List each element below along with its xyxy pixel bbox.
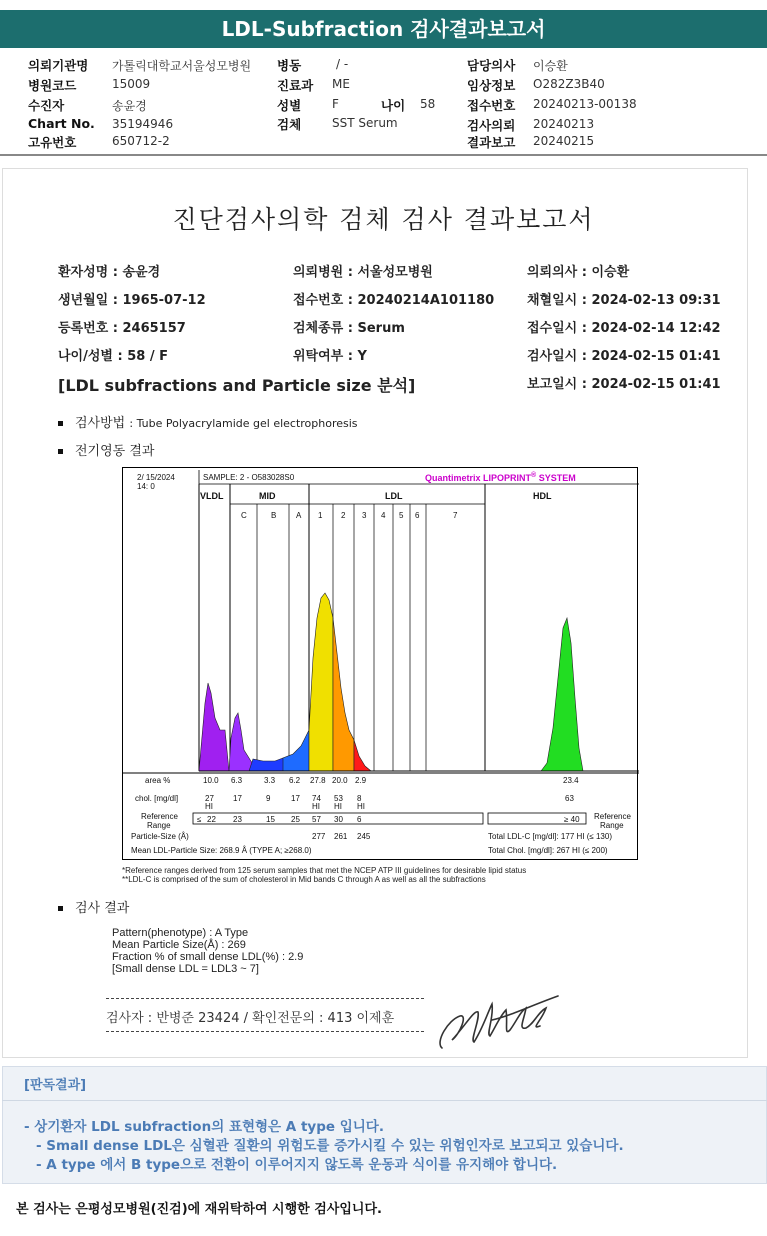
row-ref-right-2: Range (600, 821, 624, 830)
ref-value: 30 (334, 815, 343, 824)
value-specimen: SST Serum (332, 116, 398, 130)
label-clinical-info: 임상정보 (467, 78, 516, 93)
label-request-date: 검사의뢰 (467, 118, 516, 133)
chol-value: 8 (357, 794, 362, 803)
label-chart-no: Chart No. (28, 116, 95, 131)
chart-footnote-2: **LDL-C is comprised of the sum of cholesterol in Mid bands C through A as well as all the subfractions (122, 875, 486, 884)
band-label-3: 3 (362, 511, 367, 520)
value-receipt-no: 20240213-00138 (533, 97, 637, 111)
label-receipt-no: 접수번호 (467, 98, 516, 113)
area-value: 3.3 (264, 776, 276, 785)
band-label-4: 4 (381, 511, 386, 520)
chol-value: 17 (233, 794, 242, 803)
particle-size-value: 245 (357, 832, 371, 841)
row-area-label: area % (145, 776, 171, 785)
info-test-time: 검사일시 : 2024-02-15 01:41 (527, 349, 721, 364)
label-hospital-code: 병원코드 (28, 78, 77, 93)
report-header (0, 52, 767, 152)
value-unique-no: 650712-2 (112, 134, 170, 148)
label-department: 진료과 (277, 78, 314, 93)
chol-value: 74 (312, 794, 321, 803)
report-title: LDL-Subfraction 검사결과보고서 (0, 10, 767, 48)
label-sex: 성별 (277, 98, 302, 113)
verdict-divider (2, 1100, 767, 1101)
chol-value: 17 (291, 794, 300, 803)
bullet-icon (58, 906, 63, 911)
hi-flag: HI (312, 802, 320, 811)
ref-value: 22 (207, 815, 216, 824)
area-value: 10.0 (203, 776, 219, 785)
chart-time: 14: 0 (137, 482, 155, 491)
area-value: 27.8 (310, 776, 326, 785)
band-label-1: 1 (318, 511, 323, 520)
row-ref-label-2: Range (147, 821, 171, 830)
result-small-dense-definition: [Small dense LDL = LDL3 ~ 7] (112, 963, 259, 975)
value-chart-no: 35194946 (112, 117, 174, 131)
info-report-time: 보고일시 : 2024-02-15 01:41 (527, 377, 721, 392)
chol-value: 63 (565, 794, 574, 803)
area-value: 20.0 (332, 776, 348, 785)
ref-le-sign: ≤ (197, 815, 202, 824)
vldl-peak (199, 683, 229, 771)
row-ps-label: Particle-Size (Å) (131, 832, 189, 841)
verdict-heading: [판독결과] (24, 1078, 87, 1093)
outsourcing-note: 본 검사는 은평성모병원(진검)에 재위탁하여 시행한 검사입니다. (16, 1202, 382, 1217)
ref-value: 25 (291, 815, 300, 824)
group-mid-label: MID (259, 491, 276, 501)
value-report-date: 20240215 (533, 134, 595, 148)
value-department: ME (332, 77, 350, 91)
signature-divider-bottom (106, 1031, 424, 1032)
row-ref-right-1: Reference (594, 812, 631, 821)
chart-sample: SAMPLE: 2 - O583028S0 (203, 473, 295, 482)
ref-value: 15 (266, 815, 275, 824)
info-patient-name: 환자성명 : 송윤경 (58, 265, 161, 280)
result-mean-size: Mean Particle Size(Å) : 269 (112, 939, 246, 951)
label-patient: 수진자 (28, 98, 65, 113)
lipoprint-chart-svg (123, 468, 639, 861)
signer-line: 검사자 : 반병준 23424 / 확인전문의 : 413 이제훈 (106, 1011, 395, 1026)
lipoprint-chart (122, 467, 638, 860)
ref-value: 57 (312, 815, 321, 824)
area-value: 6.3 (231, 776, 243, 785)
row-ref-label-1: Reference (141, 812, 178, 821)
area-value: 2.9 (355, 776, 367, 785)
method-value: : Tube Polyacrylamide gel electrophoresis (129, 417, 358, 430)
verdict-line-2: - Small dense LDL은 심혈관 질환의 위험도를 증가시킬 수 있는 위험인자로 보고되고 있습니다. (36, 1138, 624, 1154)
band-label-B: B (271, 511, 277, 520)
particle-size-value: 261 (334, 832, 348, 841)
value-patient: 송윤경 (112, 99, 147, 113)
label-specimen: 검체 (277, 117, 302, 132)
area-value: 6.2 (289, 776, 301, 785)
document-title: 진단검사의학 검체 검사 결과보고서 (172, 205, 595, 234)
chol-value: 27 (205, 794, 214, 803)
label-age: 나이 (381, 98, 406, 113)
ldl3-peak (354, 740, 371, 771)
hi-flag: HI (334, 802, 342, 811)
verdict-line-3: - A type 에서 B type으로 전환이 이루어지지 않도록 운동과 식이를 유지해야 합니다. (36, 1157, 558, 1173)
band-label-C: C (241, 511, 247, 520)
label-unique-no: 고유번호 (28, 135, 77, 150)
method-line (58, 412, 358, 431)
densitometry-peaks (199, 593, 583, 771)
info-specimen-type: 검체종류 : Serum (293, 321, 405, 336)
ref-value: 6 (357, 815, 362, 824)
label-physician: 담당의사 (467, 58, 516, 73)
analysis-subtitle: [LDL subfractions and Particle size 분석] (58, 376, 416, 395)
ldl2-peak (333, 618, 354, 771)
bullet-icon (58, 449, 63, 454)
hdl-peak (541, 618, 583, 771)
bullet-icon (58, 421, 63, 426)
label-ward: 병동 (277, 58, 302, 73)
value-requesting-org: 가톨릭대학교서울성모병원 (112, 59, 252, 73)
chol-value: 9 (266, 794, 271, 803)
electrophoresis-label: 전기영동 결과 (75, 444, 155, 459)
chol-value: 53 (334, 794, 343, 803)
ldl1-peak (309, 593, 333, 771)
handwritten-signature (430, 990, 565, 1060)
total-ldl-text: Total LDL-C [mg/dl]: 177 HI (≤ 130) (488, 832, 612, 841)
result-heading (58, 897, 129, 916)
band-label-2: 2 (341, 511, 346, 520)
area-value: 23.4 (563, 776, 579, 785)
label-report-date: 결과보고 (467, 135, 516, 150)
total-chol-text: Total Chol. [mg/dl]: 267 HI (≤ 200) (488, 846, 608, 855)
info-receipt-time: 접수일시 : 2024-02-14 12:42 (527, 321, 721, 336)
method-label: 검사방법 (75, 416, 126, 431)
result-pattern: Pattern(phenotype) : A Type (112, 927, 249, 939)
info-collection-time: 채혈일시 : 2024-02-13 09:31 (527, 293, 721, 308)
electrophoresis-heading (58, 440, 154, 459)
band-label-A: A (296, 511, 302, 520)
group-vldl-label: VLDL (200, 491, 224, 501)
chart-system-label (425, 471, 576, 483)
ref-hdl-value: ≥ 40 (564, 815, 580, 824)
result-label: 검사 결과 (75, 901, 130, 916)
value-request-date: 20240213 (533, 117, 595, 131)
band-label-7: 7 (453, 511, 458, 520)
group-hdl-label: HDL (533, 491, 552, 501)
row-chol-label: chol. [mg/dl] (135, 794, 179, 803)
info-requesting-doctor: 의뢰의사 : 이승환 (527, 265, 630, 280)
chart-footnote-1: *Reference ranges derived from 125 serum samples that met the NCEP ATP III guidelines for desirable lipid status (122, 866, 527, 875)
chart-system-tail: SYSTEM (536, 473, 576, 483)
info-registration-no: 등록번호 : 2465157 (58, 321, 186, 336)
header-divider (0, 154, 767, 156)
value-clinical-info: O282Z3B40 (533, 77, 605, 91)
mean-ps-text: Mean LDL-Particle Size: 268.9 Å (TYPE A; ≥268.0) (131, 846, 312, 855)
value-sex: F (332, 97, 339, 111)
label-requesting-org: 의뢰기관명 (28, 58, 89, 73)
value-hospital-code: 15009 (112, 77, 151, 91)
particle-size-value: 277 (312, 832, 326, 841)
mid-a-peak (283, 730, 309, 771)
band-label-6: 6 (415, 511, 420, 520)
info-age-sex: 나이/성별 : 58 / F (58, 349, 169, 364)
signature-divider-top (106, 998, 424, 999)
hi-flag: HI (357, 802, 365, 811)
result-small-dense-fraction: Fraction % of small dense LDL(%) : 2.9 (112, 951, 304, 963)
value-ward: / - (336, 57, 349, 71)
subfraction-table (131, 776, 631, 855)
info-requesting-hospital: 의뢰병원 : 서울성모병원 (293, 265, 433, 280)
value-age: 58 (420, 97, 436, 111)
band-labels (241, 511, 458, 520)
chart-system-reg: ® (531, 472, 537, 479)
hi-flag: HI (205, 802, 213, 811)
info-receipt-number: 접수번호 : 20240214A101180 (293, 293, 495, 308)
value-physician: 이승환 (533, 59, 568, 73)
verdict-line-1: - 상기환자 LDL subfraction의 표현형은 A type 입니다. (24, 1119, 384, 1135)
info-outsourced: 위탁여부 : Y (293, 349, 367, 364)
ref-value: 23 (233, 815, 242, 824)
info-birth-date: 생년월일 : 1965-07-12 (58, 293, 206, 308)
chart-system-name: Quantimetrix LIPOPRINT (425, 473, 532, 483)
group-ldl-label: LDL (385, 491, 403, 501)
band-label-5: 5 (399, 511, 404, 520)
chart-date: 2/ 15/2024 (137, 473, 175, 482)
